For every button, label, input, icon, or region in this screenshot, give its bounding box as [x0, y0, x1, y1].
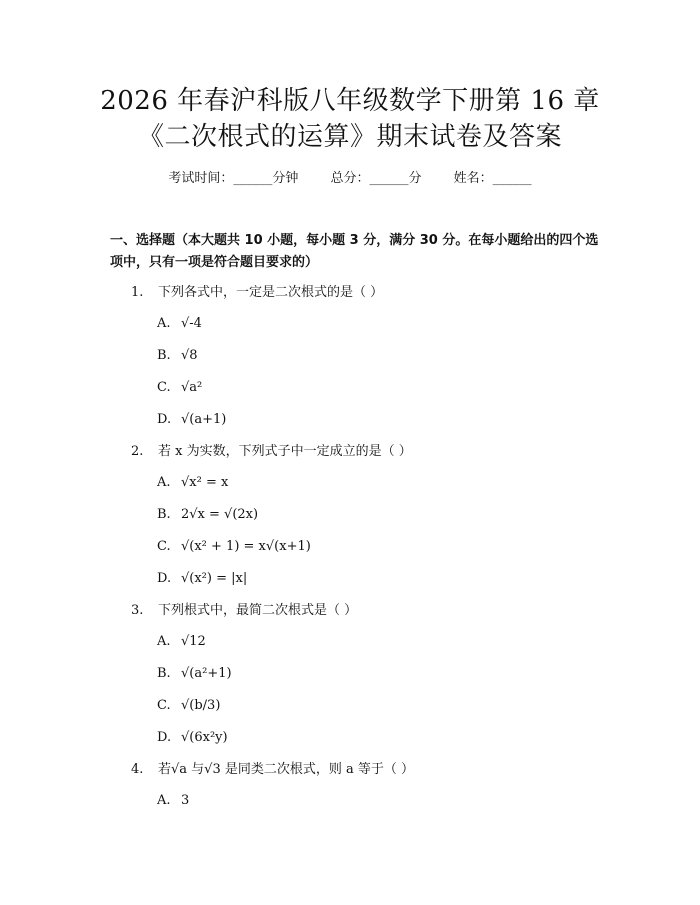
option-letter: A. — [157, 634, 171, 649]
question-text: 若 x 为实数，下列式子中一定成立的是（ ） — [158, 444, 412, 459]
exam-time-field: 考试时间：______分钟 — [168, 171, 299, 186]
question-text: 下列各式中，一定是二次根式的是（ ） — [158, 285, 384, 300]
question-1-option-b — [157, 347, 198, 365]
option-letter: D. — [157, 730, 172, 745]
option-text: √12 — [181, 634, 206, 649]
question-2-option-c — [157, 538, 311, 556]
question-2-option-b — [157, 506, 258, 524]
document-title-line1: 2026 年春沪科版八年级数学下册第 16 章 — [100, 86, 600, 116]
option-text: 3 — [181, 793, 190, 808]
student-name-field: 姓名：______ — [453, 171, 532, 186]
exam-info — [0, 170, 700, 188]
question-2-option-d — [157, 570, 247, 588]
total-score-field: 总分：______分 — [330, 171, 422, 186]
option-letter: D. — [157, 571, 172, 586]
document-title-line2: 《二次根式的运算》期末试卷及答案 — [137, 122, 562, 152]
question-4-option-a — [157, 792, 189, 810]
question-2 — [131, 443, 412, 461]
option-text: √(x²) = |x| — [181, 571, 248, 586]
question-1 — [131, 284, 383, 302]
question-1-option-c — [157, 379, 202, 397]
option-letter: D. — [157, 412, 172, 427]
option-letter: C. — [157, 380, 171, 395]
question-2-option-a — [157, 474, 228, 492]
question-3 — [131, 602, 357, 620]
question-number: 4. — [131, 762, 144, 777]
question-3-option-b — [157, 665, 232, 683]
option-text: √(a²+1) — [181, 666, 232, 681]
option-text: √(a+1) — [181, 412, 227, 427]
question-text: 若√a 与√3 是同类二次根式，则 a 等于（ ） — [158, 762, 415, 777]
option-letter: A. — [157, 793, 171, 808]
option-letter: B. — [157, 507, 171, 522]
section-heading: 一、选择题（本大题共 10 小题，每小题 3 分，满分 30 分。在每小题给出的四个选项中，只有一项是符合题目要求的） — [110, 233, 599, 270]
option-letter: B. — [157, 348, 171, 363]
option-text: √(b/3) — [181, 698, 221, 713]
option-text: √a² — [181, 380, 203, 395]
question-text: 下列根式中，最简二次根式是（ ） — [158, 603, 358, 618]
question-4 — [131, 761, 414, 779]
option-text: √x² = x — [181, 475, 229, 490]
option-letter: A. — [157, 316, 171, 331]
option-text: √(6x²y) — [181, 730, 228, 745]
question-3-option-c — [157, 697, 220, 715]
question-number: 1. — [131, 285, 144, 300]
question-number: 3. — [131, 603, 144, 618]
option-letter: A. — [157, 475, 171, 490]
option-letter: C. — [157, 539, 171, 554]
option-text: √-4 — [181, 316, 202, 331]
question-1-option-d — [157, 411, 226, 429]
option-letter: B. — [157, 666, 171, 681]
option-text: 2√x = √(2x) — [181, 507, 259, 522]
question-number: 2. — [131, 444, 144, 459]
option-text: √8 — [181, 348, 198, 363]
question-3-option-a — [157, 633, 206, 651]
question-1-option-a — [157, 315, 202, 333]
question-3-option-d — [157, 729, 228, 747]
option-text: √(x² + 1) = x√(x+1) — [181, 539, 311, 554]
option-letter: C. — [157, 698, 171, 713]
